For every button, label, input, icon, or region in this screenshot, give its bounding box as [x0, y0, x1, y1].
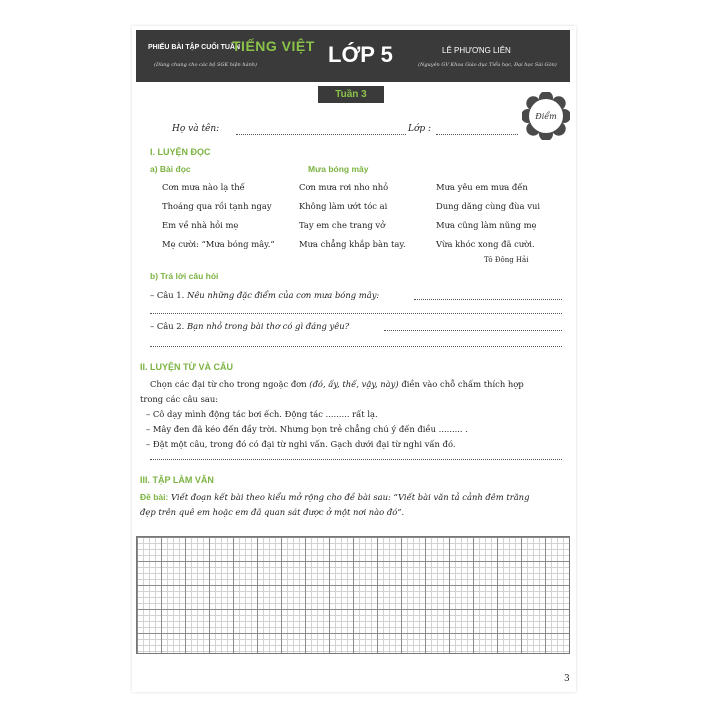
answer-line[interactable] [384, 330, 562, 331]
section3-title: III. TẬP LÀM VĂN [140, 475, 214, 485]
score-box[interactable] [522, 92, 570, 140]
poem-line: Mưa yêu em mưa đến [436, 182, 528, 192]
poem-line: Thoáng qua rồi tạnh ngay [162, 201, 272, 211]
answer-line[interactable] [414, 299, 562, 300]
author-name: LÊ PHƯƠNG LIÊN [442, 46, 511, 55]
section2-intro-2: trong các câu sau: [140, 394, 219, 404]
header-banner [136, 30, 570, 82]
worksheet-page [132, 26, 576, 692]
poem-line: Cơn mưa nào lạ thế [162, 182, 245, 192]
section2-intro: Chọn các đại từ cho trong ngoặc đơn (đó, ấy, thế, vậy, này) điền vào chỗ chấm thích hợp [150, 379, 524, 389]
class-input-line[interactable] [436, 134, 518, 135]
answer-line[interactable] [150, 313, 562, 314]
exercise-item: – Đặt một câu, trong đó có đại từ nghi vấn. Gạch dưới đại từ nghi vấn đó. [146, 439, 456, 449]
subject-logo: TIẾNG VIỆT [232, 38, 315, 54]
poem-line: Cơn mưa rơi nho nhỏ [299, 182, 389, 192]
answer-line[interactable] [150, 459, 562, 460]
score-label: Điểm [535, 112, 557, 121]
question-2: – Câu 2. Bạn nhỏ trong bài thơ có gì đáng yêu? [150, 321, 350, 331]
poem-line: Không làm ướt tóc ai [299, 201, 388, 211]
name-label: Họ và tên: [172, 124, 220, 134]
writing-grid[interactable] [136, 536, 570, 654]
author-note: (Nguyên GV Khoa Giáo dục Tiểu học, Đại học Sài Gòn) [418, 62, 557, 68]
poem-line: Dung dăng cùng đùa vui [436, 201, 541, 211]
question-1: – Câu 1. Nêu những đặc điểm của cơn mưa bóng mây: [150, 290, 380, 300]
questions-label: b) Trả lời câu hỏi [150, 271, 219, 281]
name-input-line[interactable] [236, 134, 406, 135]
section1-title: I. LUYỆN ĐỌC [150, 147, 211, 157]
essay-prompt: Đề bài: Viết đoạn kết bài theo kiểu mở rộng cho đề bài sau: “Viết bài văn tả cảnh đêm trăng [140, 492, 530, 502]
poem-line: Tay em che trang vở [299, 220, 386, 230]
grade-title: LỚP 5 [328, 42, 393, 67]
poem-author: Tô Đông Hải [484, 256, 529, 264]
poem-line: Mưa chẳng khắp bàn tay. [299, 239, 406, 249]
section2-title: II. LUYỆN TỪ VÀ CÂU [140, 362, 233, 372]
poem-line: Em về nhà hỏi mẹ [162, 220, 239, 230]
flower-frame-icon [522, 92, 570, 140]
poem-line: Mẹ cười: “Mưa bóng mây.” [162, 239, 275, 249]
series-note: (Dùng chung cho các bộ SGK hiện hành) [154, 62, 257, 68]
exercise-item: – Mây đen đã kéo đến đầy trời. Nhưng bọn trẻ chẳng chú ý đến điều ......... . [146, 424, 468, 434]
poem-title: Mưa bóng mây [308, 164, 369, 174]
exercise-item: – Cô dạy mình động tác bơi ếch. Động tác ......... rất lạ. [146, 409, 378, 419]
poem-line: Vừa khóc xong đã cười. [436, 239, 535, 249]
week-badge: Tuần 3 [318, 86, 384, 103]
poem-line: Mưa cũng làm nũng mẹ [436, 220, 537, 230]
class-label: Lớp : [408, 124, 432, 134]
page-number: 3 [564, 674, 570, 684]
series-title: PHIẾU BÀI TẬP CUỐI TUẦN [148, 44, 241, 51]
answer-line[interactable] [150, 346, 562, 347]
essay-prompt-cont: đẹp trên quê em hoặc em đã quan sát được ở một nơi nào đó”. [140, 507, 405, 517]
reading-label: a) Bài đọc [150, 164, 191, 174]
